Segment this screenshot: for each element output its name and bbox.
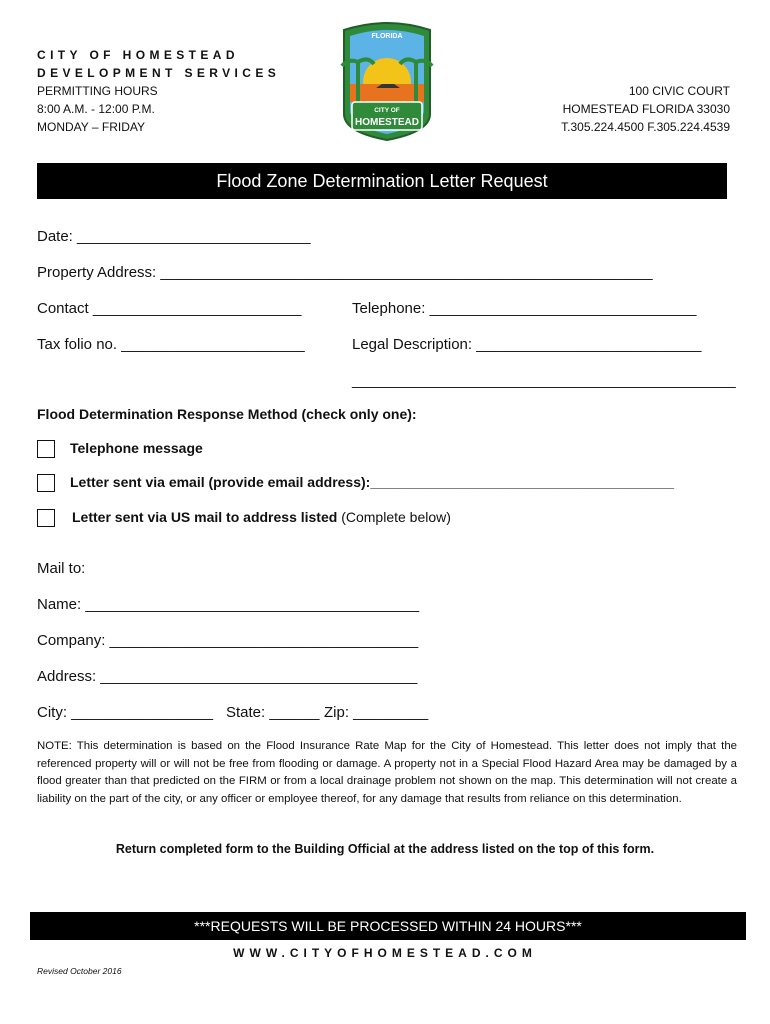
logo-top-text: FLORIDA	[371, 33, 403, 40]
company-field[interactable]: Company: _____________________________________	[37, 632, 419, 649]
name-field[interactable]: Name: ________________________________________	[37, 596, 420, 613]
form-title: Flood Zone Determination Letter Request	[216, 170, 548, 191]
property-address-field[interactable]: Property Address: ___________________________________________________________	[37, 264, 653, 281]
hours-time: 8:00 A.M. - 12:00 P.M.	[37, 102, 155, 116]
return-instruction: Return completed form to the Building Official at the address listed on the top of this form.	[115, 842, 655, 856]
mail-option-label: Letter sent via US mail to address listed	[72, 509, 338, 525]
hours-label: PERMITTING HOURS	[37, 84, 158, 98]
logo-small-text: CITY OF	[374, 107, 400, 114]
legal-description-line2[interactable]: ______________________________________________	[352, 372, 736, 389]
revision-date: Revised October 2016	[37, 966, 122, 976]
date-field[interactable]: Date: ____________________________	[37, 228, 311, 245]
mail-to-label: Mail to:	[37, 560, 86, 577]
org-department: DEVELOPMENT SERVICES	[37, 66, 281, 80]
email-checkbox[interactable]	[37, 474, 55, 492]
response-method-heading: Flood Determination Response Method (check only one):	[37, 406, 417, 422]
mail-checkbox[interactable]	[37, 509, 55, 527]
processing-bar	[30, 912, 746, 940]
address-field[interactable]: Address: ______________________________________	[37, 668, 418, 685]
mail-option-note: (Complete below)	[341, 509, 451, 525]
telephone-option-label: Telephone message	[70, 440, 203, 456]
logo-main-text: HOMESTEAD	[355, 117, 419, 128]
form-title-bar	[37, 163, 727, 199]
state-field[interactable]: State: ______	[226, 704, 320, 721]
hours-days: MONDAY – FRIDAY	[37, 120, 146, 134]
disclaimer-note: NOTE: This determination is based on the Flood Insurance Rate Map for the City of Homestead. This letter does not imply that the referenced property will or will not be free from flooding or damage. A property not in a Special Flood Hazard Area may be damaged by a flood greater than that predicted on the FIRM or from a local drainage problem not shown on the map. This determination will not create a liability on the part of the city, or any officer or employee thereof, for any damage that results from reliance on this determination.	[37, 740, 737, 805]
website-link[interactable]: WWW.CITYOFHOMESTEAD.COM	[233, 946, 537, 960]
city-logo	[336, 22, 438, 142]
email-option-label[interactable]: Letter sent via email (provide email address):_______________________________________	[70, 474, 674, 490]
zip-field[interactable]: Zip: _________	[324, 704, 429, 721]
city-field[interactable]: City: _________________	[37, 704, 213, 721]
city-state-zip: HOMESTEAD FLORIDA 33030	[562, 102, 730, 116]
header-org-block	[37, 46, 280, 136]
tax-folio-field[interactable]: Tax folio no. ______________________	[37, 336, 305, 353]
legal-description-field[interactable]: Legal Description: ___________________________	[352, 336, 702, 353]
header-address-block	[561, 82, 730, 136]
mail-option	[72, 509, 451, 525]
telephone-field[interactable]: Telephone: ________________________________	[352, 300, 697, 317]
street-address: 100 CIVIC COURT	[628, 84, 730, 98]
contact-field[interactable]: Contact _________________________	[37, 300, 302, 317]
telephone-checkbox[interactable]	[37, 440, 55, 458]
org-name: CITY OF HOMESTEAD	[37, 48, 239, 62]
phone-fax: T.305.224.4500 F.305.224.4539	[561, 120, 730, 134]
processing-text: ***REQUESTS WILL BE PROCESSED WITHIN 24 HOURS***	[194, 918, 582, 934]
